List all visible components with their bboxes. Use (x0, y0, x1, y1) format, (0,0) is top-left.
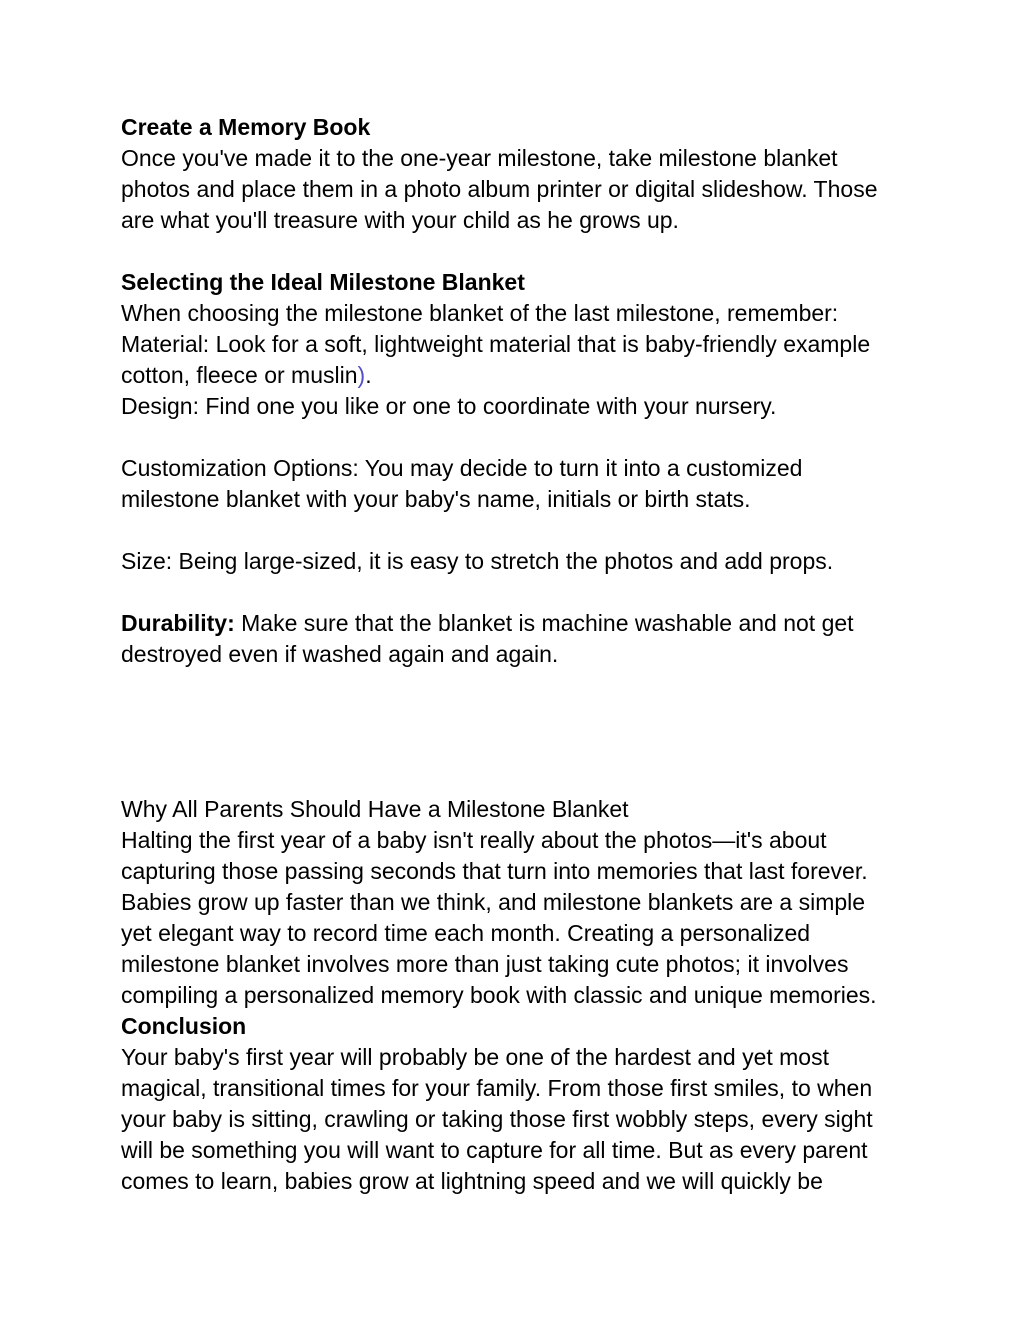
text-line (121, 1135, 1024, 1166)
text-line (121, 639, 1024, 670)
text-run: Design: Find one you like or one to coordinate with your nursery. (121, 393, 777, 419)
bold-text-run: Create a Memory Book (121, 114, 371, 140)
text-run: will be something you will want to capture for all time. But as every parent (121, 1137, 868, 1163)
bold-text-run: Selecting the Ideal Milestone Blanket (121, 269, 525, 295)
text-line (121, 1104, 1024, 1135)
text-run: milestone blanket involves more than just taking cute photos; it involves (121, 951, 849, 977)
text-line (121, 949, 1024, 980)
text-line (121, 484, 1024, 515)
colored-text-run: ) (357, 362, 366, 388)
text-run: compiling a personalized memory book with classic and unique memories. (121, 982, 877, 1008)
text-line (121, 794, 1024, 825)
text-line (121, 546, 1024, 577)
text-run: Material: Look for a soft, lightweight material that is baby-friendly example (121, 331, 871, 357)
document-body (121, 112, 1024, 1197)
text-line (121, 205, 1024, 236)
text-run: Size: Being large-sized, it is easy to stretch the photos and add props. (121, 548, 834, 574)
text-line (121, 608, 1024, 639)
text-run: Your baby's first year will probably be one of the hardest and yet most (121, 1044, 829, 1070)
text-line (121, 360, 1024, 391)
text-run: Why All Parents Should Have a Milestone Blanket (121, 796, 629, 822)
blank-line (121, 422, 1024, 453)
text-line (121, 1011, 1024, 1042)
text-run: yet elegant way to record time each month. Creating a personalized (121, 920, 811, 946)
bold-text-run: Conclusion (121, 1013, 247, 1039)
blank-line (121, 732, 1024, 763)
blank-line (121, 577, 1024, 608)
text-line (121, 112, 1024, 143)
text-run: comes to learn, babies grow at lightning speed and we will quickly be (121, 1168, 823, 1194)
text-run: Customization Options: You may decide to turn it into a customized (121, 455, 803, 481)
text-line (121, 1042, 1024, 1073)
text-line (121, 143, 1024, 174)
text-run: When choosing the milestone blanket of the last milestone, remember: (121, 300, 839, 326)
blank-line (121, 763, 1024, 794)
text-run: your baby is sitting, crawling or taking those first wobbly steps, every sight (121, 1106, 873, 1132)
text-line (121, 918, 1024, 949)
text-line (121, 825, 1024, 856)
blank-line (121, 236, 1024, 267)
text-run: magical, transitional times for your family. From those first smiles, to when (121, 1075, 873, 1101)
text-run: . (365, 362, 372, 388)
text-run: Once you've made it to the one-year milestone, take milestone blanket (121, 145, 838, 171)
blank-line (121, 701, 1024, 732)
text-run: destroyed even if washed again and again. (121, 641, 559, 667)
text-line (121, 391, 1024, 422)
text-run: capturing those passing seconds that turn into memories that last forever. (121, 858, 868, 884)
text-run: Babies grow up faster than we think, and milestone blankets are a simple (121, 889, 866, 915)
text-line (121, 329, 1024, 360)
text-line (121, 298, 1024, 329)
text-run: milestone blanket with your baby's name, initials or birth stats. (121, 486, 751, 512)
text-line (121, 1166, 1024, 1197)
blank-line (121, 515, 1024, 546)
text-run: are what you'll treasure with your child as he grows up. (121, 207, 679, 233)
text-run: photos and place them in a photo album printer or digital slideshow. Those (121, 176, 878, 202)
text-line (121, 1073, 1024, 1104)
blank-line (121, 670, 1024, 701)
text-line (121, 887, 1024, 918)
text-line (121, 856, 1024, 887)
text-run: cotton, fleece or muslin (121, 362, 358, 388)
text-line (121, 453, 1024, 484)
text-run: Make sure that the blanket is machine washable and not get (234, 610, 854, 636)
text-line (121, 980, 1024, 1011)
bold-text-run: Durability: (121, 610, 235, 636)
text-line (121, 174, 1024, 205)
text-line (121, 267, 1024, 298)
text-run: Halting the first year of a baby isn't really about the photos—it's about (121, 827, 827, 853)
